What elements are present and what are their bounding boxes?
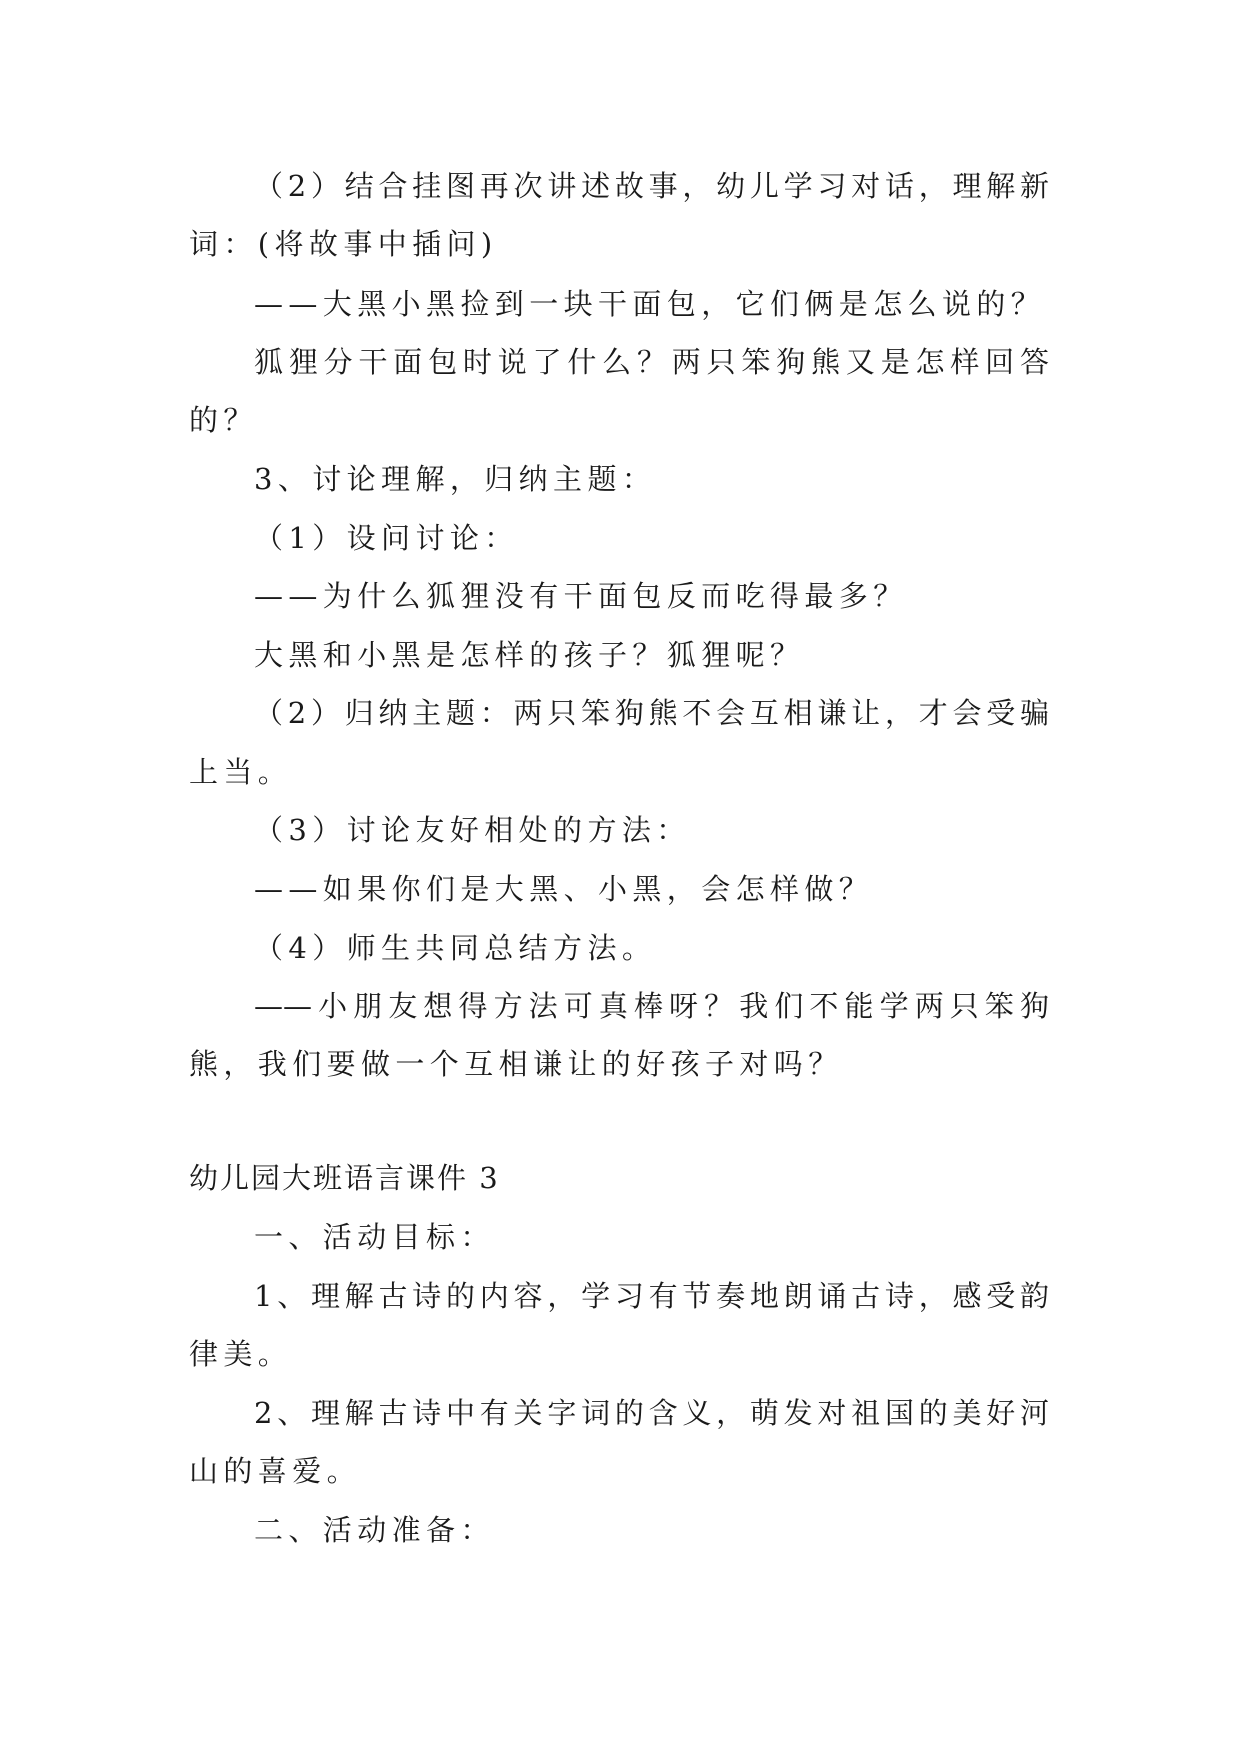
paragraph-line: （4）师生共同总结方法。 — [254, 931, 657, 965]
paragraph-line: ——如果你们是大黑、小黑，会怎样做？ — [254, 872, 874, 906]
paragraph-line: （2）结合挂图再次讲述故事，幼儿学习对话，理解新 — [254, 169, 1049, 203]
paragraph-line: 熊，我们要做一个互相谦让的好孩子对吗？ — [189, 1047, 843, 1081]
paragraph-line: 的？ — [189, 403, 258, 437]
paragraph-line: 狐狸分干面包时说了什么？两只笨狗熊又是怎样回答 — [254, 345, 1049, 379]
paragraph-line: （3）讨论友好相处的方法： — [254, 813, 691, 847]
paragraph-line: 1、理解古诗的内容，学习有节奏地朗诵古诗，感受韵 — [254, 1279, 1049, 1313]
paragraph-line: 2、理解古诗中有关字词的含义，萌发对祖国的美好河 — [254, 1396, 1049, 1430]
paragraph-line: 上当。 — [189, 755, 293, 789]
paragraph-line: 一、活动目标： — [254, 1220, 495, 1254]
paragraph-line: ——小朋友想得方法可真棒呀？我们不能学两只笨狗 — [254, 989, 1049, 1023]
paragraph-line: 3、讨论理解，归纳主题： — [254, 462, 657, 496]
paragraph-line: ——大黑小黑捡到一块干面包，它们俩是怎么说的？ — [254, 287, 1046, 321]
section-heading: 幼儿园大班语言课件 3 — [189, 1161, 500, 1195]
paragraph-line: 二、活动准备： — [254, 1513, 495, 1547]
paragraph-line: 词：(将故事中插问) — [189, 227, 498, 261]
paragraph-line: （2）归纳主题：两只笨狗熊不会互相谦让，才会受骗 — [254, 696, 1049, 730]
paragraph-line: 山的喜爱。 — [189, 1454, 362, 1488]
paragraph-line: （1）设问讨论： — [254, 521, 519, 555]
paragraph-line: 大黑和小黑是怎样的孩子？狐狸呢？ — [254, 638, 805, 672]
paragraph-line: 律美。 — [189, 1337, 293, 1371]
paragraph-line: ——为什么狐狸没有干面包反而吃得最多？ — [254, 579, 908, 613]
